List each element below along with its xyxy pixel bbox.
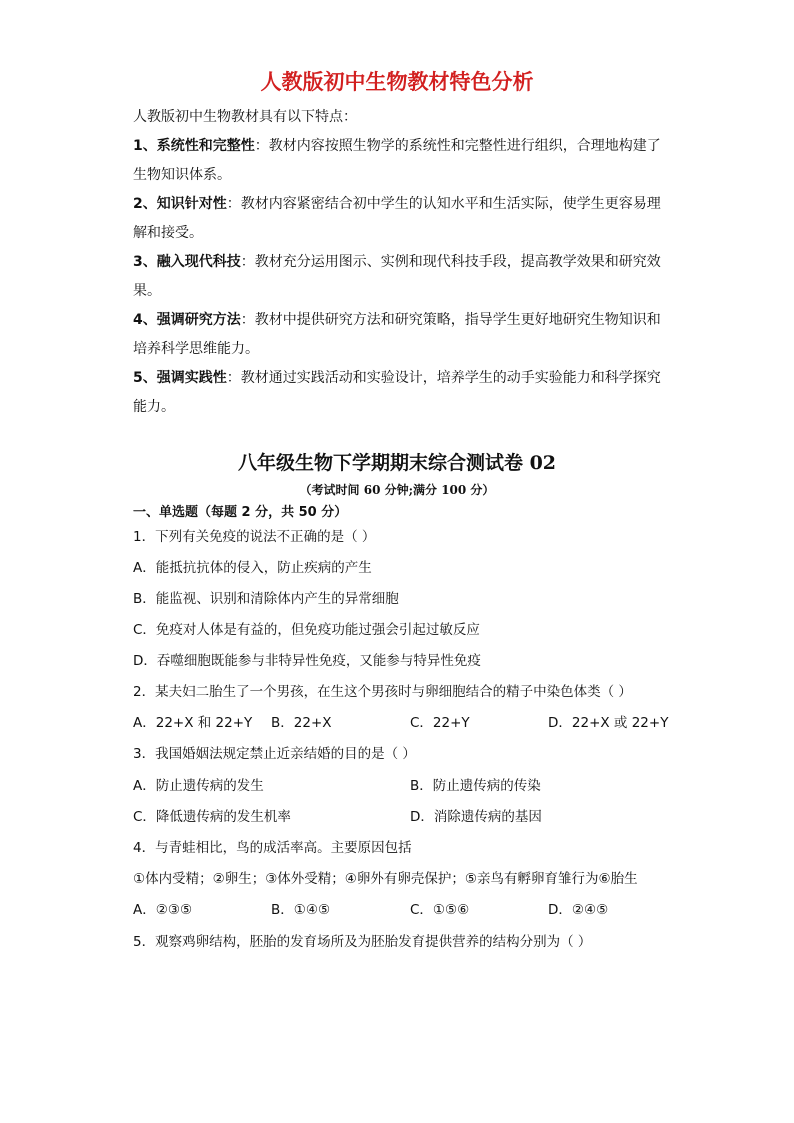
feature-5-line-1: [133, 368, 661, 388]
feature-1-separator: ：: [254, 138, 269, 154]
feature-2-line-2: 解和接受。: [133, 225, 203, 241]
feature-3-line-1: [133, 252, 661, 272]
section-heading: 一、单选题（每题 2 分，共 50 分）: [133, 505, 348, 520]
question-2-option-c: C．22+Y: [410, 715, 470, 731]
feature-1-label: 1、系统性和完整性: [133, 138, 255, 154]
question-3-option-d: D．消除遗传病的基因: [410, 809, 542, 825]
question-2-option-d: D．22+X 或 22+Y: [548, 715, 669, 731]
question-2-option-b: B．22+X: [271, 715, 332, 731]
feature-1-line-2: 生物知识体系。: [133, 167, 231, 183]
question-3-option-b: B．防止遗传病的传染: [410, 778, 541, 794]
feature-4-line-1: [133, 310, 661, 330]
feature-4-line-2: 培养科学思维能力。: [133, 341, 259, 357]
feature-3-separator: ：: [240, 254, 255, 270]
feature-4-text: 教材中提供研究方法和研究策略，指导学生更好地研究生物知识和: [254, 312, 661, 328]
feature-2-label: 2、知识针对性: [133, 196, 227, 212]
feature-5-line-2: 能力。: [133, 399, 175, 415]
question-4-option-b: B．①④⑤: [271, 902, 331, 918]
question-2-stem: 2．某夫妇二胎生了一个男孩，在生这个男孩时与卵细胞结合的精子中染色体类（ ）: [133, 684, 632, 700]
feature-2-line-1: [133, 194, 661, 214]
feature-3-label: 3、融入现代科技: [133, 254, 241, 270]
document-title: 人教版初中生物教材特色分析: [260, 70, 534, 94]
exam-subtitle: （考试时间 60 分钟;满分 100 分）: [299, 483, 495, 497]
question-4-items: ①体内受精；②卵生；③体外受精；④卵外有卵壳保护；⑤亲鸟有孵卵育雏行为⑥胎生: [133, 871, 638, 887]
feature-1-text: 教材内容按照生物学的系统性和完整性进行组织，合理地构建了: [268, 138, 661, 154]
feature-3-text: 教材充分运用图示、实例和现代科技手段，提高教学效果和研究效: [254, 254, 661, 270]
question-2-option-a: A．22+X 和 22+Y: [133, 715, 253, 731]
exam-title: 八年级生物下学期期末综合测试卷 02: [237, 452, 557, 474]
feature-5-label: 5、强调实践性: [133, 370, 227, 386]
question-4-option-d: D．②④⑤: [548, 902, 609, 918]
question-3-option-a: A．防止遗传病的发生: [133, 778, 264, 794]
question-3-option-c: C．降低遗传病的发生机率: [133, 809, 291, 825]
feature-4-label: 4、强调研究方法: [133, 312, 241, 328]
feature-2-text: 教材内容紧密结合初中学生的认知水平和生活实际，使学生更容易理: [240, 196, 661, 212]
feature-1-line-1: [133, 136, 661, 156]
question-4-stem: 4．与青蛙相比，鸟的成活率高。主要原因包括: [133, 840, 412, 856]
feature-3-line-2: 果。: [133, 283, 161, 299]
question-1-option-a: A．能抵抗抗体的侵入，防止疾病的产生: [133, 560, 372, 576]
question-1-option-b: B．能监视、识别和清除体内产生的异常细胞: [133, 591, 399, 607]
intro-text: 人教版初中生物教材具有以下特点：: [133, 109, 357, 125]
question-1-option-d: D．吞噬细胞既能参与非特异性免疫，又能参与特异性免疫: [133, 653, 481, 669]
feature-2-separator: ：: [226, 196, 241, 212]
feature-4-separator: ：: [240, 312, 255, 328]
feature-5-text: 教材通过实践活动和实验设计，培养学生的动手实验能力和科学探究: [240, 370, 661, 386]
question-3-stem: 3．我国婚姻法规定禁止近亲结婚的目的是（ ）: [133, 746, 416, 762]
question-4-option-c: C．①⑤⑥: [410, 902, 470, 918]
question-4-option-a: A．②③⑤: [133, 902, 193, 918]
question-1-stem: 1．下列有关免疫的说法不正确的是（ ）: [133, 529, 376, 545]
feature-5-separator: ：: [226, 370, 241, 386]
question-1-option-c: C．免疫对人体是有益的，但免疫功能过强会引起过敏反应: [133, 622, 480, 638]
question-5-stem: 5．观察鸡卵结构，胚胎的发育场所及为胚胎发育提供营养的结构分别为（ ）: [133, 934, 592, 950]
